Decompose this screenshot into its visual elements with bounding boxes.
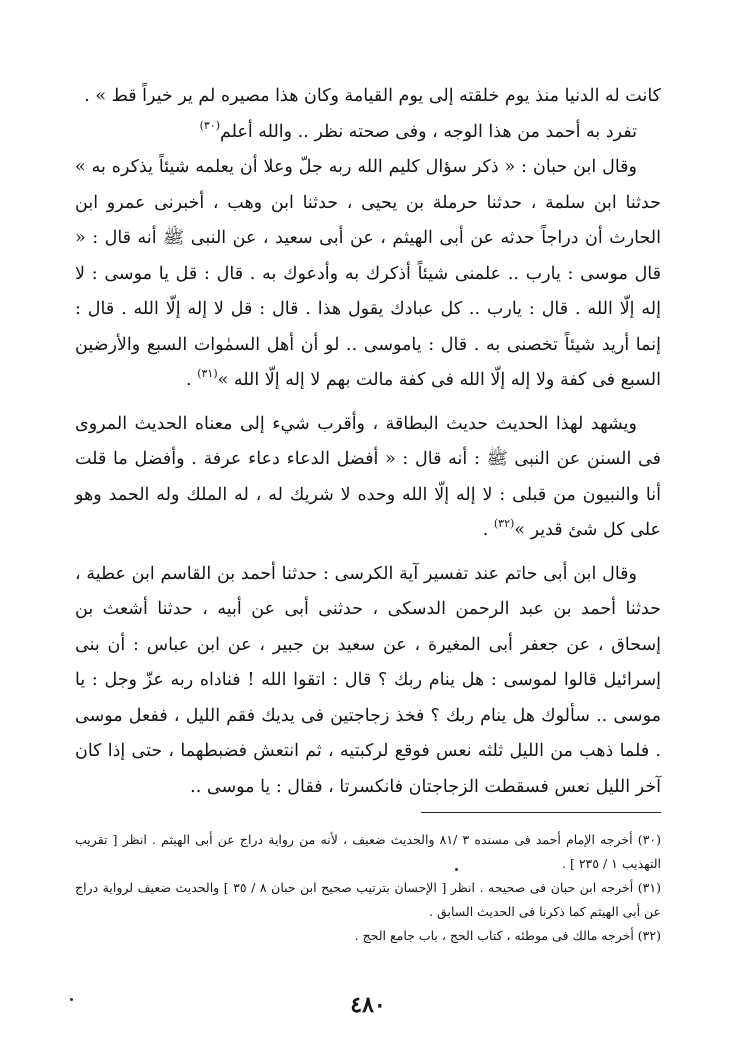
footnote-30: (٣٠) أخرجه الإمام أحمد فى مسنده ٣ /٨١ والحديث ضعيف ، لأنه من رواية دراج عن أبى الهيثم . انظر [ تقريب التهذيب ١ / ٢٣٥ ] . [75,832,662,871]
paragraph-3: وقال ابن حبان : « ذكر سؤال كليم الله ربه جلّ وعلا أن يعلمه شيئاً يذكره به » حدثنا ابن سلمة ، حدثنا حرملة بن يحيى ، حدثنا ابن وهب ، أخبرنى عمرو ابن الحارث أن دراجاً حدثه عن أبى الهيثم ، عن أبى سعيد ، عن النبى ﷺ أنه قال : « قال موسى : يارب .. علمنى شيئاً أذكرك به وأدعوك به . قال : قل يا موسى : لا إله إلّا الله . قال : يارب .. كل عبادك يقول هذا . قال : قل لا إله إلّا الله . قال : إنما أريد شيئاً تخصنى به . قال : ياموسى .. لو أن أهل السمٰوات السبع والأرضين السبع فى كفة ولا إله إلّا الله فى كفة مالت بهم لا إله إلّا الله »$^{(٣١)}$ . [75,157,661,390]
scan-speck [455,868,458,871]
main-text [75,79,661,805]
paragraph-3-text: وقال ابن حبان : « ذكر سؤال كليم الله ربه جلّ وعلا أن يعلمه شيئاً يذكره به » حدثنا ابن سلمة ، حدثنا حرملة بن يحيى ، حدثنا ابن وهب ، أخبرنى عمرو ابن الحارث أن دراجاً حدثه عن أبى الهيثم ، عن أبى سعيد ، عن النبى ﷺ أنه قال : « قال موسى : يارب .. علمنى شيئاً أذكرك به وأدعوك به . قال : قل يا موسى : لا إله إلّا الله . قال : يارب .. كل عبادك يقول هذا . قال : قل لا إله إلّا الله . قال : إنما أريد شيئاً تخصنى به . قال : ياموسى .. لو أن أهل السمٰوات السبع والأرضين السبع فى كفة ولا إله إلّا الله فى كفة مالت بهم لا إله إلّا الله » [75,157,661,390]
page-number: ٤٨٠ [350,992,386,1018]
paragraph-4-text: ويشهد لهذا الحديث حديث البطاقة ، وأقرب شيء إلى معناه الحديث المروى فى السنن عن النبى ﷺ : أنه قال : « أفضل الدعاء دعاء عرفة . وأفضل ما قلت أنا والنبيون من قبلى : لا إله إلّا الله وحده لا شريك له ، له الملك وله الحمد وهو على كل شئ قدير » [75,413,661,540]
footnote-ref-32: (٣٢) [493,517,515,530]
paragraph-2 [75,115,661,151]
footnote-31: (٣١) أخرجه ابن حبان فى صحيحه . انظر [ الإحسان بترتيب صحيح ابن حبان ٨ / ٣٥ ] والحديث ضعيف لرواية دراج عن أبى الهيثم كما ذكرنا فى الحديث السابق . [75,880,661,919]
paragraph-2-text: تفرد به أحمد من هذا الوجه ، وفى صحته نظر .. والله أعلم [219,121,637,142]
paragraph-5: وقال ابن أبى حاتم عند تفسير آية الكرسى : حدثنا أحمد بن القاسم ابن عطية ، حدثنا أحمد بن عبد الرحمن الدسكى ، حدثنى أبى عن أبيه ، حدثنا أشعث بن إسحاق ، عن جعفر أبى المغيرة ، عن سعيد بن جبير ، عن ابن عباس : أن بنى إسرائيل قالوا لموسى : هل ينام ربك ؟ قال : اتقوا الله ! فناداه ربه عزّ وجل : يا موسى .. سألوك هل ينام ربك ؟ فخذ زجاجتين فى يديك فقم الليل ، ففعل موسى . فلما ذهب من الليل ثلثه نعس فوقع لركبتيه ، ثم انتعش فضبطهما ، حتى إذا كان آخر الليل نعس فسقطت الزجاجتان فانكسرتا ، فقال : يا موسى .. [75,563,661,797]
footnote-ref-31: (٣١) [197,367,218,380]
footnotes [75,828,661,948]
footnote-divider [421,812,661,813]
paragraph-1: كانت له الدنيا منذ يوم خلقته إلى يوم القيامة وكان هذا مصيره لم ير خيراً قط » . [84,86,661,106]
paragraph-4: ويشهد لهذا الحديث حديث البطاقة ، وأقرب شيء إلى معناه الحديث المروى فى السنن عن النبى ﷺ : أنه قال : « أفضل الدعاء دعاء عرفة . وأفضل ما قلت أنا والنبيون من قبلى : لا إله إلّا الله وحده لا شريك له ، له الملك وله الحمد وهو على كل شئ قدير »$^{(٣٢)}$ . [75,413,661,540]
footnote-ref-30: (٣٠) [199,118,220,132]
footnote-32: (٣٢) أخرجه مالك فى موطئه ، كتاب الحج ، باب جامع الحج . [354,928,661,943]
